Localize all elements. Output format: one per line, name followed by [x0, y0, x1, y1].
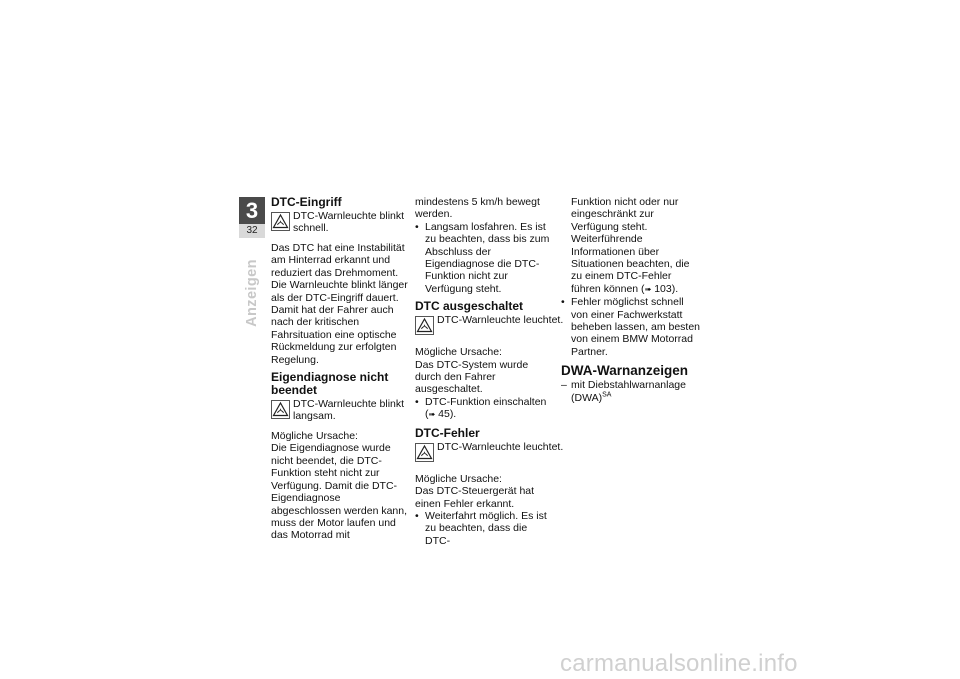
arrow-right-icon: ➠: [428, 410, 436, 420]
continued-text: Funktion nicht oder nur eingeschränkt zur Verfügung steht. Weiterführende Informationen über Situationen beachten, die zu einem DTC-Fehler führen können: [571, 196, 690, 295]
warning-row: [415, 314, 564, 346]
column-2: [415, 196, 564, 547]
warning-triangle-icon: [271, 212, 290, 231]
page-ref[interactable]: 103: [654, 282, 672, 295]
bullet-list: [415, 396, 555, 422]
list-item-text: mit Diebstahlwarnanlage (DWA): [571, 379, 686, 404]
list-item: • Weiterfahrt möglich. Es ist zu beachten, dass die DTC-: [415, 510, 555, 547]
warning-text: DTC-Warnleuchte leuchtet.: [437, 440, 564, 453]
column-3: [561, 196, 701, 404]
section-label: Anzeigen: [243, 259, 260, 327]
bullet-list: [415, 510, 555, 547]
list-item: • Langsam losfahren. Es ist zu beachten, dass bis zum Abschluss der Eigendiagnose die DTC-Funktion nicht zur Verfügung steht.: [415, 221, 555, 295]
heading-eigendiagnose: Eigendiagnose nicht beendet: [271, 370, 389, 398]
column-1: [271, 196, 411, 542]
paragraph: mindestens 5 km/h bewegt werden.: [415, 196, 540, 221]
chapter-number: 3: [239, 197, 265, 224]
page-ref[interactable]: 45: [438, 408, 450, 421]
warning-triangle-icon: [415, 316, 434, 335]
heading-dwa-warnanzeigen: DWA-Warnanzeigen: [561, 363, 689, 379]
warning-text: DTC-Warnleuchte blinkt langsam.: [293, 398, 405, 423]
cause-label: Mögliche Ursache:: [415, 472, 502, 485]
warning-text: DTC-Warnleuchte leuchtet.: [437, 314, 564, 327]
page-number: 32: [239, 224, 265, 238]
paragraph: Die Eigendiagnose wurde nicht beendet, die DTC-Funktion steht nicht zur Verfügung. Damit die DTC-Eigendiagnose abgeschlossen werden kann, muss der Motor laufen und das Motorrad mit: [271, 442, 408, 542]
paragraph: Das DTC hat eine Instabilität am Hinterrad erkannt und reduziert das Drehmoment. Die Warnleuchte blinkt länger als der DTC-Eingriff dauert. Damit hat der Fahrer auch nach der kritischen Fahrsituation eine optische Rückmeldung zur erfolgten Regelung.: [271, 242, 408, 366]
warning-triangle-icon: [415, 443, 434, 462]
warning-triangle-icon: [271, 400, 290, 419]
list-item: [561, 379, 701, 404]
bullet-list: [415, 221, 555, 295]
list-item: • DTC-Funktion einschalten (➠ 45).: [415, 396, 555, 422]
chapter-marker: [239, 197, 265, 238]
paragraph: Das DTC-System wurde durch den Fahrer ausgeschaltet.: [415, 358, 529, 396]
heading-dtc-fehler: DTC-Fehler: [415, 425, 480, 440]
cause-label: Mögliche Ursache:: [271, 430, 358, 443]
warning-text: DTC-Warnleuchte blinkt schnell.: [293, 210, 405, 235]
dash-list: [561, 379, 701, 404]
cause-label: Mögliche Ursache:: [415, 346, 502, 359]
list-item: • Fehler möglichst schnell von einer Fachwerkstatt beheben lassen, am besten von einem BMW Motorrad Partner.: [561, 296, 701, 358]
warning-row: [415, 440, 564, 473]
paragraph: Funktion nicht oder nur eingeschränkt zur Verfügung steht. Weiterführende Informationen über Situationen beachten, die zu einem DTC-Fehler führen können (➠ 103).: [571, 196, 690, 295]
warning-row: [271, 398, 411, 430]
sa-superscript: SA: [602, 391, 612, 399]
bullet-list: [561, 296, 701, 358]
heading-dtc-eingriff: DTC-Eingriff: [271, 195, 342, 209]
watermark: carmanualsonline.info: [560, 650, 798, 677]
heading-dtc-ausgeschaltet: DTC ausgeschaltet: [415, 299, 524, 314]
warning-row: [271, 210, 411, 242]
list-item-text: DTC-Funktion einschalten: [425, 395, 547, 408]
arrow-right-icon: ➠: [644, 284, 652, 294]
paragraph: Das DTC-Steuergerät hat einen Fehler erkannt.: [415, 485, 535, 510]
